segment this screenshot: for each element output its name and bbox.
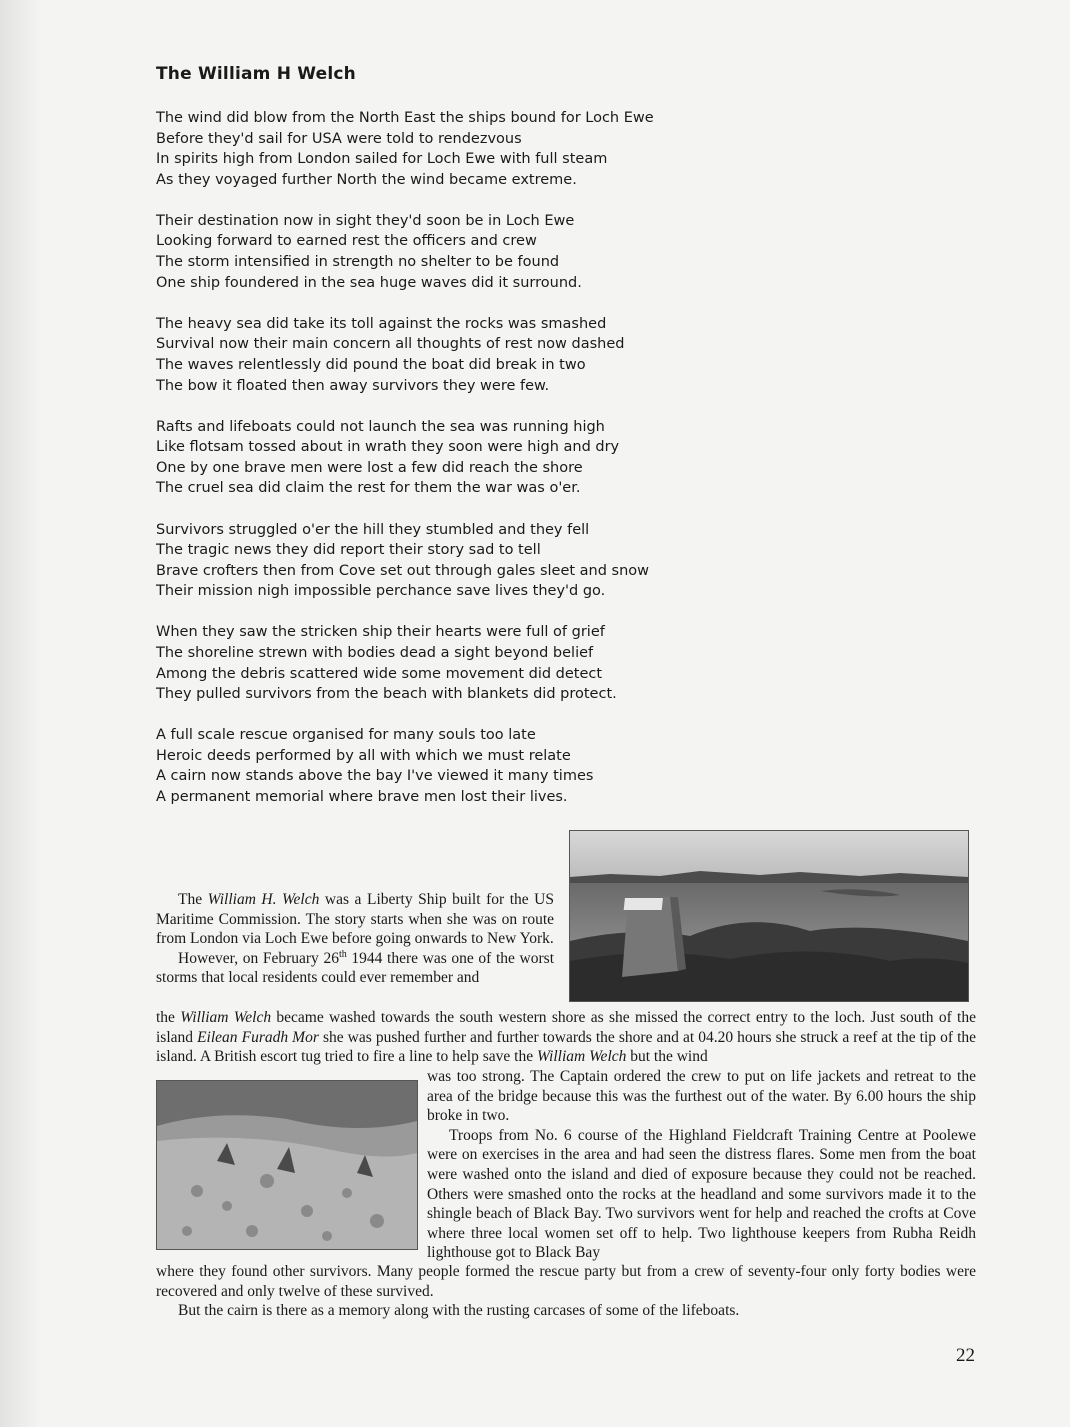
- text: but the wind: [626, 1048, 708, 1066]
- ship-name: William H. Welch: [207, 891, 320, 908]
- cairn-photo-image: [570, 831, 968, 1001]
- lifeboat-remains-photo-image: [157, 1081, 417, 1249]
- poem-line: Like flotsam tossed about in wrath they soon were high and dry: [156, 439, 620, 456]
- lifeboat-remains-photo: [156, 1080, 418, 1250]
- poem-stanza: [156, 108, 716, 190]
- poem-line: Heroic deeds performed by all with which we must relate: [156, 747, 571, 764]
- superscript: th: [338, 948, 347, 960]
- text: The: [178, 891, 208, 908]
- poem-line: They pulled survivors from the beach with blankets did protect.: [156, 686, 617, 703]
- poem-line: As they voyaged further North the wind became extreme.: [156, 171, 577, 188]
- poem-line: The waves relentlessly did pound the boat did break in two: [156, 356, 586, 373]
- poem-line: One by one brave men were lost a few did reach the shore: [156, 459, 583, 476]
- poem-line: The wind did blow from the North East the ships bound for Loch Ewe: [156, 110, 654, 126]
- poem-line: The bow it floated then away survivors they were few.: [156, 377, 550, 394]
- poem-stanza: [156, 211, 716, 293]
- poem-line: A cairn now stands above the bay I've viewed it many times: [156, 768, 594, 785]
- paragraph-intro: [156, 890, 554, 949]
- poem-stanza: [156, 314, 716, 396]
- page-edge-shadow: [0, 0, 40, 1427]
- article-closing: [156, 1262, 976, 1321]
- text: she was pushed further and further towards the shore and at 04.20 hours she struck a reef at the tip of the island. A British escort tug tried to fire a line to help save the: [156, 1028, 977, 1066]
- page-number: 22: [956, 1345, 975, 1366]
- text: became washed towards the south western shore as she missed the correct entry to the loch. Just south of the island: [156, 1009, 976, 1046]
- page-title: The William H Welch: [156, 64, 356, 84]
- poem-line: Survivors struggled o'er the hill they stumbled and they fell: [156, 521, 590, 538]
- cairn-photo: [569, 830, 969, 1002]
- poem-line: Brave crofters then from Cove set out through gales sleet and snow: [156, 562, 650, 579]
- poem: [156, 108, 716, 828]
- poem-line: The storm intensified in strength no shelter to be found: [156, 254, 560, 271]
- ship-name: William Welch: [180, 1009, 272, 1026]
- poem-line: Looking forward to earned rest the officers and crew: [156, 233, 537, 250]
- text: the: [156, 1009, 181, 1026]
- poem-stanza: [156, 417, 716, 499]
- text: 1944 there was one of the worst storms that local residents could ever remember and: [156, 949, 554, 987]
- poem-line: Their destination now in sight they'd soon be in Loch Ewe: [156, 212, 575, 229]
- poem-line: The tragic news they did report their story sad to tell: [156, 542, 541, 559]
- article-wreck: [156, 1008, 976, 1067]
- text: was a Liberty Ship built for the US Maritime Commission. The story starts when she was on route from London via Loch Ewe before going onwards to New York.: [156, 891, 554, 948]
- poem-line: The shoreline strewn with bodies dead a sight beyond belief: [156, 644, 594, 661]
- poem-line: The heavy sea did take its toll against the rocks was smashed: [156, 315, 607, 332]
- paragraph-captain: was too strong. The Captain ordered the crew to put on life jackets and retreat to the area of the bridge because this was the furthest out of the water. By 6.00 hours the ship broke in two.: [427, 1068, 976, 1125]
- poem-line: Before they'd sail for USA were told to rendezvous: [156, 130, 522, 147]
- paragraph-survivors: where they found other survivors. Many people formed the rescue party but from a crew of seventy-four only forty bodies were recovered and only twelve of these survived.: [156, 1263, 976, 1300]
- poem-line: When they saw the stricken ship their hearts were full of grief: [156, 624, 605, 641]
- article-rescue: [427, 1067, 976, 1263]
- poem-stanza: [156, 622, 716, 704]
- article-intro: [156, 890, 554, 988]
- poem-line: One ship foundered in the sea huge waves did it surround.: [156, 274, 582, 291]
- poem-line: Survival now their main concern all thoughts of rest now dashed: [156, 336, 625, 353]
- poem-line: In spirits high from London sailed for Loch Ewe with full steam: [156, 151, 608, 168]
- text: However, on February 26: [178, 949, 339, 967]
- paragraph-troops: Troops from No. 6 course of the Highland Fieldcraft Training Centre at Poolewe were on exercises in the area and had seen the distress flares. Some men from the boat were washed onto the island and died of exposure because they could not be reached. Others were smashed onto the rocks at the headland and some survivors made it to the shingle beach of Black Bay. Two survivors went for help and reached the crofts at Cove where three local women set off to help. Two lighthouse keepers from Rubha Reidh lighthouse got to Black Bay: [427, 1126, 976, 1262]
- poem-line: A full scale rescue organised for many souls too late: [156, 727, 536, 744]
- poem-line: A permanent memorial where brave men lost their lives.: [156, 789, 568, 806]
- poem-stanza: [156, 725, 716, 807]
- ship-name: William Welch: [536, 1048, 627, 1066]
- poem-line: Among the debris scattered wide some movement did detect: [156, 665, 603, 682]
- paragraph-cairn: But the cairn is there as a memory along with the rusting carcases of some of the lifeboats.: [178, 1302, 740, 1320]
- poem-stanza: [156, 520, 716, 602]
- poem-line: The cruel sea did claim the rest for them the war was o'er.: [156, 480, 581, 497]
- poem-line: Rafts and lifeboats could not launch the sea was running high: [156, 418, 605, 435]
- poem-line: Their mission nigh impossible perchance save lives they'd go.: [156, 583, 606, 600]
- island-name: Eilean Furadh Mor: [197, 1028, 319, 1046]
- paragraph-storm: [156, 949, 554, 988]
